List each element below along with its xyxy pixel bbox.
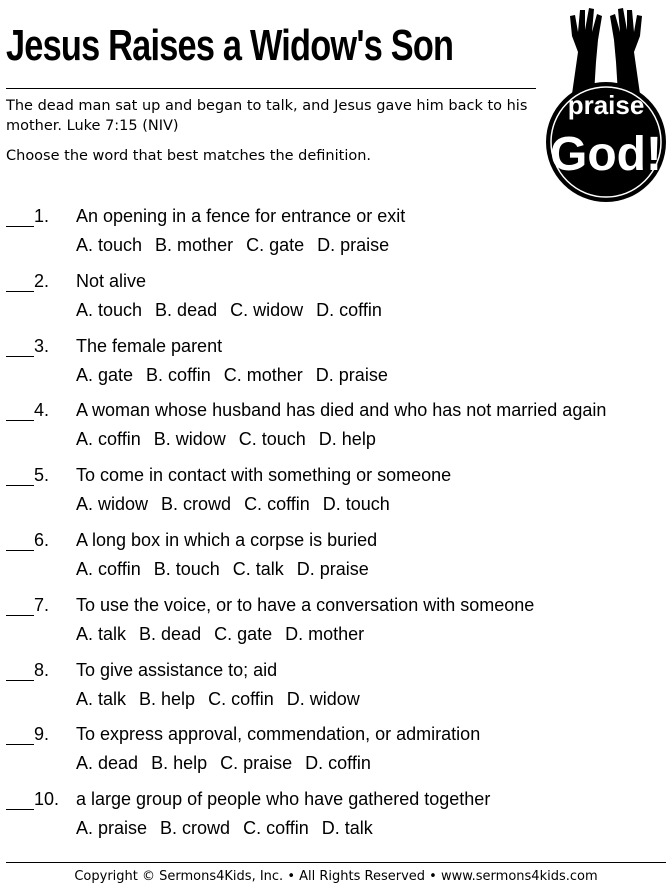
answer-option: C. gate [214, 623, 273, 644]
question-number: 2. [34, 270, 50, 291]
answer-option: B. dead [155, 299, 218, 320]
logo-god-text: God! [550, 128, 662, 181]
question-definition: To express approval, commendation, or admiration [76, 724, 481, 745]
praise-god-logo [542, 2, 670, 202]
answer-blank[interactable] [6, 420, 34, 421]
answer-option: B. widow [153, 429, 226, 450]
answer-option: C. gate [246, 235, 305, 255]
question-definition: To come in contact with something or someone [76, 465, 452, 486]
answer-options [76, 234, 402, 256]
answer-option: B. dead [139, 623, 202, 644]
answer-option: B. mother [155, 235, 234, 255]
answer-options [76, 817, 386, 839]
question-definition: The female parent [76, 335, 223, 356]
answer-blank[interactable] [6, 356, 34, 357]
question-item [0, 461, 672, 526]
question-definition: An opening in a fence for entrance or exit [76, 206, 406, 226]
answer-options [76, 493, 403, 515]
answer-option: C. coffin [244, 494, 310, 515]
question-definition: Not alive [76, 270, 147, 291]
answer-option: C. coffin [243, 818, 309, 839]
answer-blank[interactable] [6, 226, 34, 227]
question-item [0, 396, 672, 461]
question-item [0, 720, 672, 785]
answer-option: B. touch [153, 558, 220, 579]
question-definition: To use the voice, or to have a conversation with someone [76, 594, 535, 615]
question-number: 9. [34, 724, 50, 745]
copyright-footer: Copyright © Sermons4Kids, Inc. • All Rights Reserved • www.sermons4kids.com [74, 869, 598, 884]
answer-blank[interactable] [6, 744, 34, 745]
answer-options [76, 623, 377, 645]
answer-option: D. praise [317, 235, 390, 255]
answer-option: D. widow [286, 688, 360, 709]
question-number: 3. [34, 335, 50, 356]
answer-blank[interactable] [6, 809, 34, 810]
answer-option: C. coffin [208, 688, 274, 709]
answer-option: A. touch [76, 235, 143, 255]
answer-option: D. mother [285, 623, 365, 644]
question-number: 8. [34, 659, 50, 680]
answer-option: C. touch [238, 429, 306, 450]
answer-option: A. talk [76, 623, 127, 644]
answer-option: D. coffin [316, 299, 382, 320]
question-number: 6. [34, 529, 50, 550]
question-definition: a large group of people who have gathered together [76, 789, 491, 810]
answer-option: D. talk [321, 818, 373, 839]
instructions: Choose the word that best matches the definition. [6, 148, 372, 164]
question-number: 10. [34, 789, 60, 810]
question-number: 4. [34, 400, 50, 421]
question-item [0, 332, 672, 397]
answer-option: C. widow [230, 299, 304, 320]
answer-options [76, 558, 382, 580]
title-divider [6, 88, 536, 89]
answer-option: A. coffin [76, 429, 141, 450]
answer-option: A. dead [76, 753, 139, 774]
question-item [0, 526, 672, 591]
answer-option: B. help [151, 753, 208, 774]
answer-option: C. praise [220, 753, 293, 774]
question-definition: To give assistance to; aid [76, 659, 278, 680]
answer-options [76, 299, 395, 321]
answer-options [76, 752, 384, 774]
footer-divider [6, 862, 666, 863]
answer-blank[interactable] [6, 680, 34, 681]
question-number: 7. [34, 594, 50, 615]
question-item [0, 656, 672, 721]
answer-option: A. coffin [76, 558, 141, 579]
question-list [0, 202, 672, 850]
answer-blank[interactable] [6, 291, 34, 292]
question-definition: A long box in which a corpse is buried [76, 529, 378, 550]
answer-blank[interactable] [6, 485, 34, 486]
answer-options [76, 364, 401, 386]
answer-option: A. praise [76, 818, 148, 839]
raised-hands-icon [570, 8, 642, 94]
question-item [0, 202, 672, 267]
question-number: 5. [34, 465, 50, 486]
answer-option: A. widow [76, 494, 149, 515]
answer-option: B. crowd [160, 818, 231, 839]
answer-blank[interactable] [6, 615, 34, 616]
answer-options [76, 428, 389, 450]
answer-option: A. talk [76, 688, 127, 709]
question-definition: A woman whose husband has died and who has not married again [76, 400, 607, 421]
answer-option: B. help [139, 688, 196, 709]
question-item [0, 267, 672, 332]
answer-option: D. coffin [305, 753, 371, 774]
logo-praise-text: praise [567, 90, 645, 120]
answer-option: C. mother [223, 364, 303, 385]
answer-option: A. touch [76, 299, 143, 320]
page-title: Jesus Raises a Widow's Son [6, 21, 454, 70]
answer-options [76, 688, 373, 710]
answer-option: D. help [318, 429, 376, 450]
answer-option: A. gate [76, 364, 134, 385]
answer-option: D. praise [296, 558, 369, 579]
question-item [0, 785, 672, 850]
bible-verse: The dead man sat up and began to talk, and Jesus gave him back to his mother. Luke 7:15 (NIV) [6, 98, 528, 134]
answer-option: B. coffin [146, 364, 211, 385]
answer-option: C. talk [232, 558, 284, 579]
question-number: 1. [34, 206, 50, 226]
answer-blank[interactable] [6, 550, 34, 551]
answer-option: D. praise [315, 364, 388, 385]
answer-option: D. touch [322, 494, 390, 515]
question-item [0, 591, 672, 656]
answer-option: B. crowd [161, 494, 232, 515]
